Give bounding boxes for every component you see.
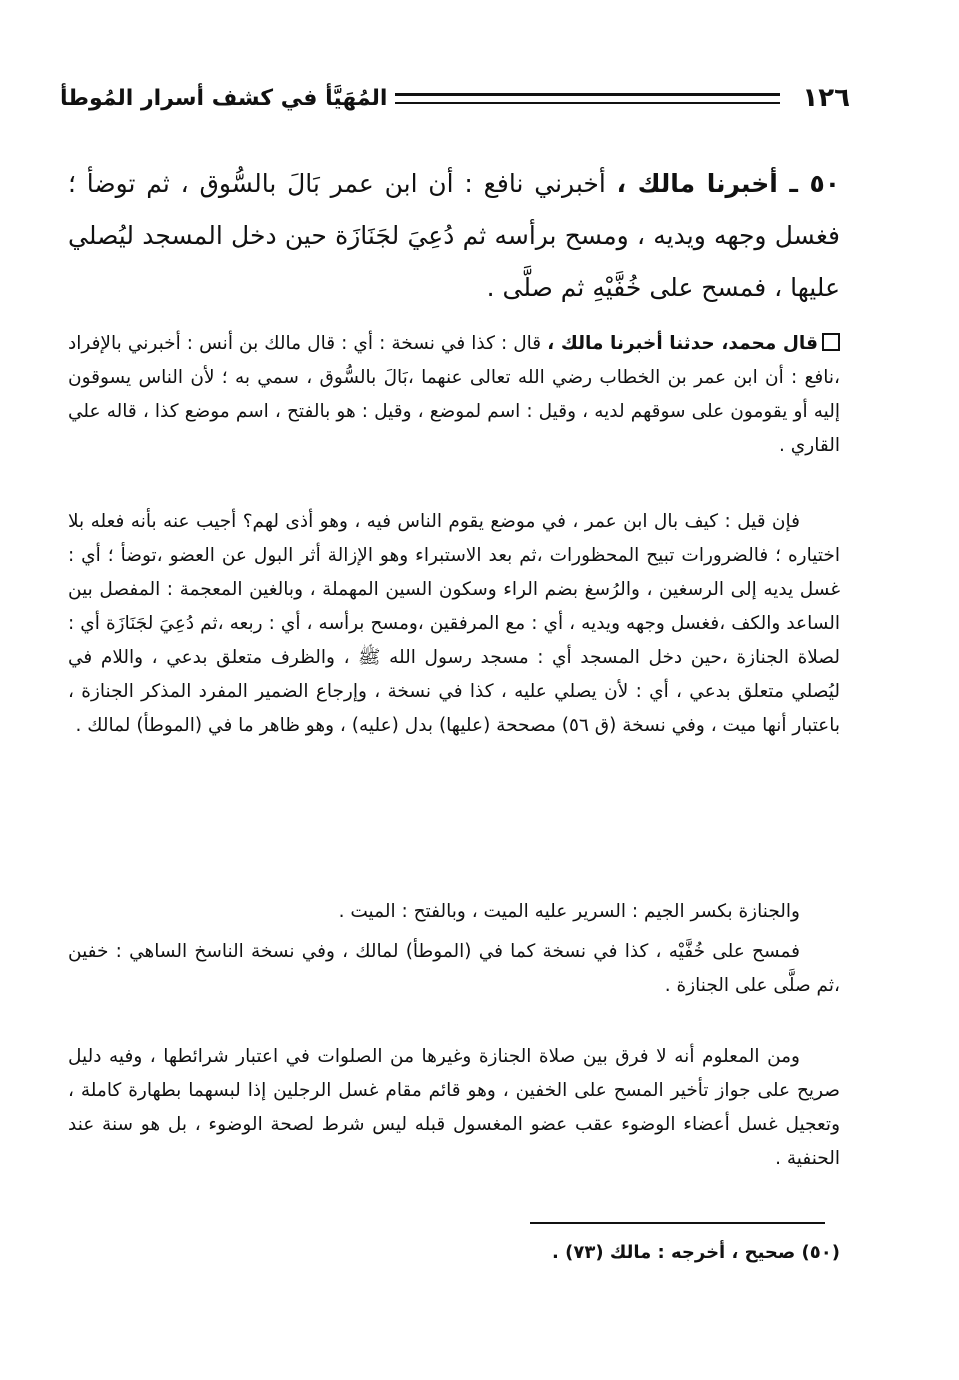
footnote-divider [530,1222,825,1224]
hadith-text [68,158,840,314]
square-marker-icon [822,333,840,351]
header-rule [395,93,780,104]
commentary-paragraph-2: فإن قيل : كيف بال ابن عمر ، في موضع يقوم الناس فيه ، وهو أذى لهم؟ أجيب عنه بأنه فعله بلا اختياره ؛ فالضرورات تبيح المحظورات ،ثم بعد الاستبراء وهو الإزالة أثر البول عن العضو ،توضأ ؛ أي : غسل يديه إلى الرسغين ، والرُسغ بضم الراء وسكون السين المهملة ، وبالغين المعجمة : المفصل بين الساعد والكف ،فغسل وجهه ويديه ، أي : مع المرفقين ،ومسح برأسه ، أي : ربعه ،ثم دُعِيَ لجَنَازَة أي : لصلاة الجنازة ،حين دخل المسجد أي : مسجد رسول الله ﷺ ، والظرف متعلق بدعي ، واللام في ليُصلي متعلق بدعي ، أي : لأن يصلي عليه ، كذا في نسخة ، وإرجاع الضمير المفرد المذكر الجنازة ، باعتبار أنها ميت ، وفي نسخة (ق ٥٦) مصححة (عليها) بدل (عليه) ، وهو ظاهر ما في (الموطأ) لمالك . [68,511,840,736]
commentary-paragraph-4: فمسح على خُفَّيْه ، كذا في نسخة كما في (الموطأ) لمالك ، وفي نسخة الناسخ الساهي : خفين ،ثم صلَّى على الجنازة . [68,941,840,996]
footnote: (٥٠) صحيح ، أخرجه : مالك (٧٣) . [552,1242,840,1263]
commentary-paragraph-3: والجنازة بكسر الجيم : السرير عليه الميت ، وبالفتح : الميت . [338,901,800,922]
book-title: المُهَيَّأ في كشف أسرار المُوطأ [60,85,388,111]
commentary-p1-body: قال : كذا في نسخة : أي : قال مالك بن أنس : أخبرني بالإفراد ،نافع : أن ابن عمر بن الخطاب رضي الله تعالى عنهما ،بَالَ بالسُّوق ، سمي به ؛ لأن الناس يسوقون إليه أو يقومون على سوقهم لديه ، وقيل : اسم لموضع ، وقيل : هو بالفتح ، اسم موضع كذا ، قاله علي القاري . [68,333,840,456]
hadith-lead: ٥٠ ـ أخبرنا مالك ، [616,169,840,198]
hadith-body: أخبرني نافع : أن ابن عمر بَالَ بالسُّوق ، ثم توضأ ؛ فغسل وجهه ويديه ، ومسح برأسه ثم دُعِيَ لجَنَازَة حين دخل المسجد ليُصلي عليها ، فمسح على خُفَّيْهِ ثم صلَّى . [68,169,840,302]
page-header [60,78,850,118]
commentary-paragraph-1 [68,327,840,463]
commentary-lead: قال محمد، حدثنا أخبرنا مالك ، [547,333,818,354]
page-number: ١٢٦ [802,83,850,113]
commentary-paragraph-5: ومن المعلوم أنه لا فرق بين صلاة الجنازة وغيرها من الصلوات في اعتبار شرائطها ، وفيه دليل صريح على جواز تأخير المسح على الخفين ، وهو قائم مقام غسل الرجلين إذا لبسهما بطهارة كاملة ، وتعجيل غسل أعضاء الوضوء عقب عضو المغسول قبله ليس شرط لصحة الوضوء ، بل هو سنة عند الحنفية . [68,1046,840,1169]
